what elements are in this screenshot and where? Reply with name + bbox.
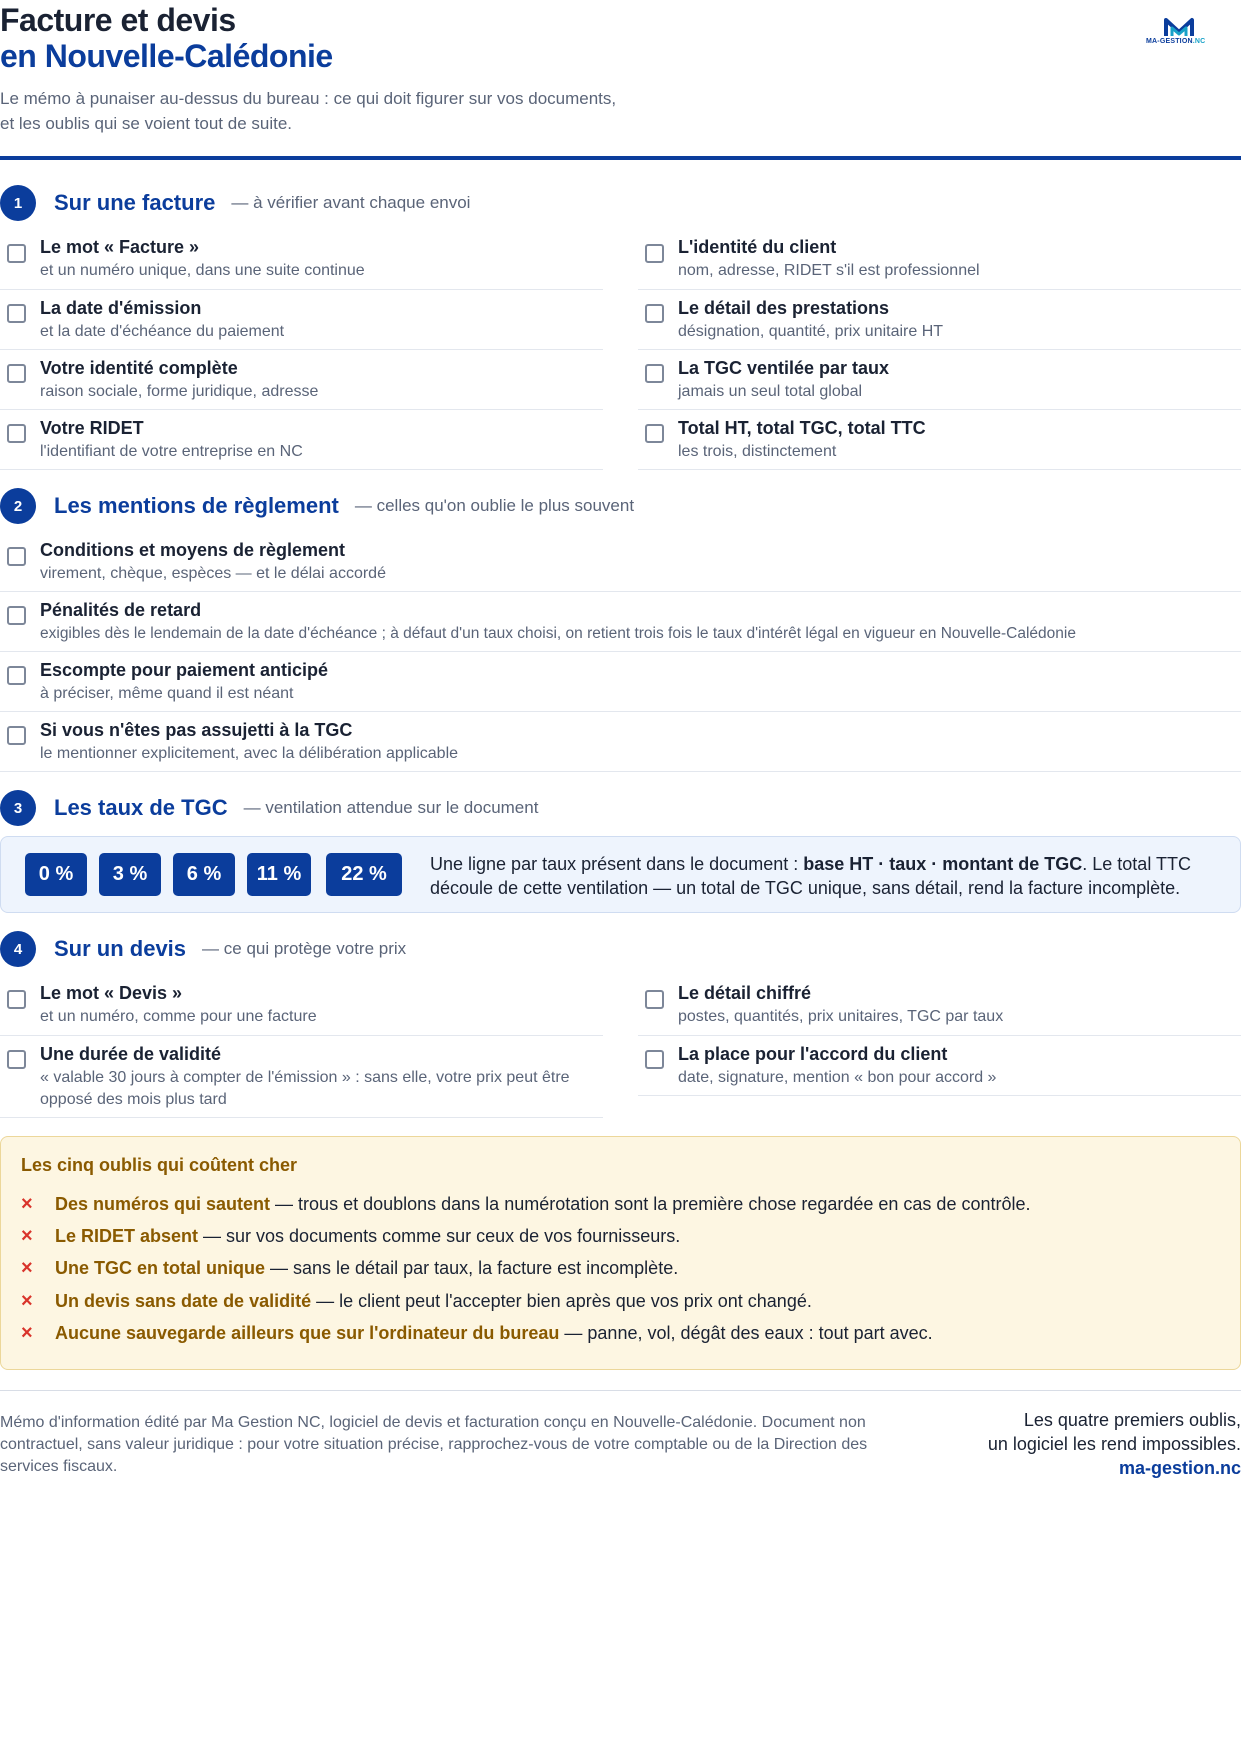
checkbox[interactable] <box>7 990 26 1009</box>
section-note: — celles qu'on oublie le plus souvent <box>354 496 635 515</box>
section-note: — à vérifier avant chaque envoi <box>231 193 471 212</box>
checklist-item <box>0 972 603 1036</box>
section-title: Les mentions de règlement <box>54 493 339 518</box>
section-title: Sur un devis <box>54 936 187 961</box>
section-heading-facture <box>0 184 470 222</box>
checklist-item <box>0 530 1241 592</box>
item-title: Le mot « Devis » <box>40 983 183 1003</box>
section-title: Les taux de TGC <box>54 795 228 820</box>
checkbox[interactable] <box>7 364 26 383</box>
cross-icon: × <box>21 1193 33 1215</box>
item-description: désignation, quantité, prix unitaire HT <box>678 323 944 340</box>
footer-cta <box>988 1408 1241 1480</box>
checklist-item <box>0 1036 603 1118</box>
tgc-explanation: Une ligne par taux présent dans le document : base HT · taux · montant de TGC. Le total TTC découle de cette ventilation — un total de TGC unique, sans détail, rend la facture incomplète. <box>430 854 1191 898</box>
item-title: Votre RIDET <box>40 418 144 438</box>
warning-item: × Le RIDET absent — sur vos documents comme sur ceux de vos fournisseurs. <box>21 1225 681 1247</box>
item-title: L'identité du client <box>678 237 837 257</box>
item-title: La place pour l'accord du client <box>678 1044 948 1064</box>
section-number: 1 <box>0 185 36 221</box>
item-description: nom, adresse, RIDET s'il est professionnel <box>678 262 980 279</box>
logo-wordmark: MA-GESTION.NC <box>1146 38 1206 45</box>
checklist-item <box>638 226 1241 290</box>
item-description: postes, quantités, prix unitaires, TGC par taux <box>678 1008 1004 1025</box>
header <box>0 0 1241 158</box>
item-description: jamais un seul total global <box>678 383 863 400</box>
item-description: raison sociale, forme juridique, adresse <box>40 383 319 400</box>
checklist-item <box>638 410 1241 470</box>
checkbox[interactable] <box>645 304 664 323</box>
footer-divider <box>0 1390 1241 1391</box>
item-title: Escompte pour paiement anticipé <box>40 660 329 680</box>
item-title: La TGC ventilée par taux <box>678 358 890 378</box>
item-title: Le mot « Facture » <box>40 237 200 257</box>
footer-cta-line2: un logiciel les rend impossibles. <box>987 1434 1241 1454</box>
costly-mistakes-box <box>0 1136 1241 1370</box>
item-description: l'identifiant de votre entreprise en NC <box>40 443 303 460</box>
cross-icon: × <box>21 1290 33 1312</box>
checkbox[interactable] <box>7 606 26 625</box>
checkbox[interactable] <box>645 424 664 443</box>
checkbox[interactable] <box>645 1050 664 1069</box>
checklist-item <box>638 1036 1241 1096</box>
warning-item: × Un devis sans date de validité — le client peut l'accepter bien après que vos prix ont changé. <box>21 1290 812 1312</box>
item-description: exigibles dès le lendemain de la date d'échéance ; à défaut d'un taux choisi, on retient trois fois le taux d'intérêt légal en vigueur en Nouvelle-Calédonie <box>40 625 1076 642</box>
section-note: — ventilation attendue sur le document <box>243 798 539 817</box>
cross-icon: × <box>21 1225 33 1247</box>
warning-item: × Des numéros qui sautent — trous et doublons dans la numérotation sont la première chose regardée en cas de contrôle. <box>21 1193 1031 1215</box>
cross-icon: × <box>21 1257 33 1279</box>
item-title: Si vous n'êtes pas assujetti à la TGC <box>40 720 353 740</box>
tgc-rate-badge: 0 % <box>25 853 87 896</box>
website-link[interactable]: ma-gestion.nc <box>1118 1458 1241 1478</box>
section-note: — ce qui protège votre prix <box>202 939 407 958</box>
tgc-rate-badge: 3 % <box>99 853 161 896</box>
section-number: 2 <box>0 488 36 524</box>
checkbox[interactable] <box>7 726 26 745</box>
item-title: Total HT, total TGC, total TTC <box>678 418 926 438</box>
item-title: Votre identité complète <box>40 358 238 378</box>
checkbox[interactable] <box>645 990 664 1009</box>
checkbox[interactable] <box>7 1050 26 1069</box>
checkbox[interactable] <box>7 666 26 685</box>
cross-icon: × <box>21 1322 33 1344</box>
warning-item: × Aucune sauvegarde ailleurs que sur l'ordinateur du bureau — panne, vol, dégât des eaux : tout part avec. <box>21 1322 933 1344</box>
warning-title: Les cinq oublis qui coûtent cher <box>21 1155 298 1175</box>
page-title-line1: Facture et devis <box>0 2 236 38</box>
checkbox[interactable] <box>7 547 26 566</box>
tgc-rates-panel <box>0 836 1241 913</box>
tgc-rate-badge: 11 % <box>247 853 311 896</box>
checkbox[interactable] <box>645 244 664 263</box>
item-description: virement, chèque, espèces — et le délai accordé <box>40 565 386 582</box>
item-description: les trois, distinctement <box>678 443 837 460</box>
checklist-item <box>0 226 603 290</box>
checkbox[interactable] <box>7 244 26 263</box>
checkbox[interactable] <box>645 364 664 383</box>
item-description: et un numéro unique, dans une suite continue <box>40 262 365 279</box>
tgc-rate-badge: 6 % <box>173 853 235 896</box>
checklist-item <box>0 712 1241 772</box>
checklist-item <box>0 592 1241 652</box>
page-subtitle: Le mémo à punaiser au-dessus du bureau : ce qui doit figurer sur vos documents, et les oublis qui se voient tout de suite. <box>0 89 617 133</box>
item-title: Conditions et moyens de règlement <box>40 540 346 560</box>
item-description: date, signature, mention « bon pour accord » <box>678 1069 997 1086</box>
item-title: Une durée de validité <box>40 1044 222 1064</box>
item-title: Le détail chiffré <box>678 983 812 1003</box>
item-description: « valable 30 jours à compter de l'émission » : sans elle, votre prix peut être opposé des mois plus tard <box>40 1069 570 1108</box>
section-heading-tgc <box>0 789 538 827</box>
footer-disclaimer: Mémo d'information édité par Ma Gestion NC, logiciel de devis et facturation conçu en Nouvelle-Calédonie. Document non contractuel, sans valeur juridique : pour votre situation précise, rapprochez-vous de votre comptable ou de la Direction des services fiscaux. <box>0 1414 868 1475</box>
checklist-item <box>0 350 603 410</box>
item-description: et un numéro, comme pour une facture <box>40 1008 317 1025</box>
checklist-item <box>638 972 1241 1036</box>
section-number: 4 <box>0 931 36 967</box>
item-title: La date d'émission <box>40 298 202 318</box>
tgc-rate-badge: 22 % <box>326 853 402 896</box>
section-title: Sur une facture <box>54 190 216 215</box>
section-heading-reglement <box>0 487 634 525</box>
item-title: Pénalités de retard <box>40 600 202 620</box>
checklist-item <box>638 350 1241 410</box>
item-description: et la date d'échéance du paiement <box>40 323 285 340</box>
checklist-item <box>0 652 1241 712</box>
checkbox[interactable] <box>7 424 26 443</box>
item-title: Le détail des prestations <box>678 298 890 318</box>
checklist-item <box>638 290 1241 350</box>
checkbox[interactable] <box>7 304 26 323</box>
header-divider <box>0 156 1241 160</box>
item-description: à préciser, même quand il est néant <box>40 685 294 702</box>
section-heading-devis <box>0 930 406 968</box>
warning-item: × Une TGC en total unique — sans le détail par taux, la facture est incomplète. <box>21 1257 679 1279</box>
page-title-line2: en Nouvelle-Calédonie <box>0 38 333 74</box>
section-number: 3 <box>0 790 36 826</box>
checklist-item <box>0 290 603 350</box>
item-description: le mentionner explicitement, avec la délibération applicable <box>40 745 459 762</box>
checklist-item <box>0 410 603 470</box>
footer-cta-line1: Les quatre premiers oublis, <box>1023 1410 1241 1430</box>
